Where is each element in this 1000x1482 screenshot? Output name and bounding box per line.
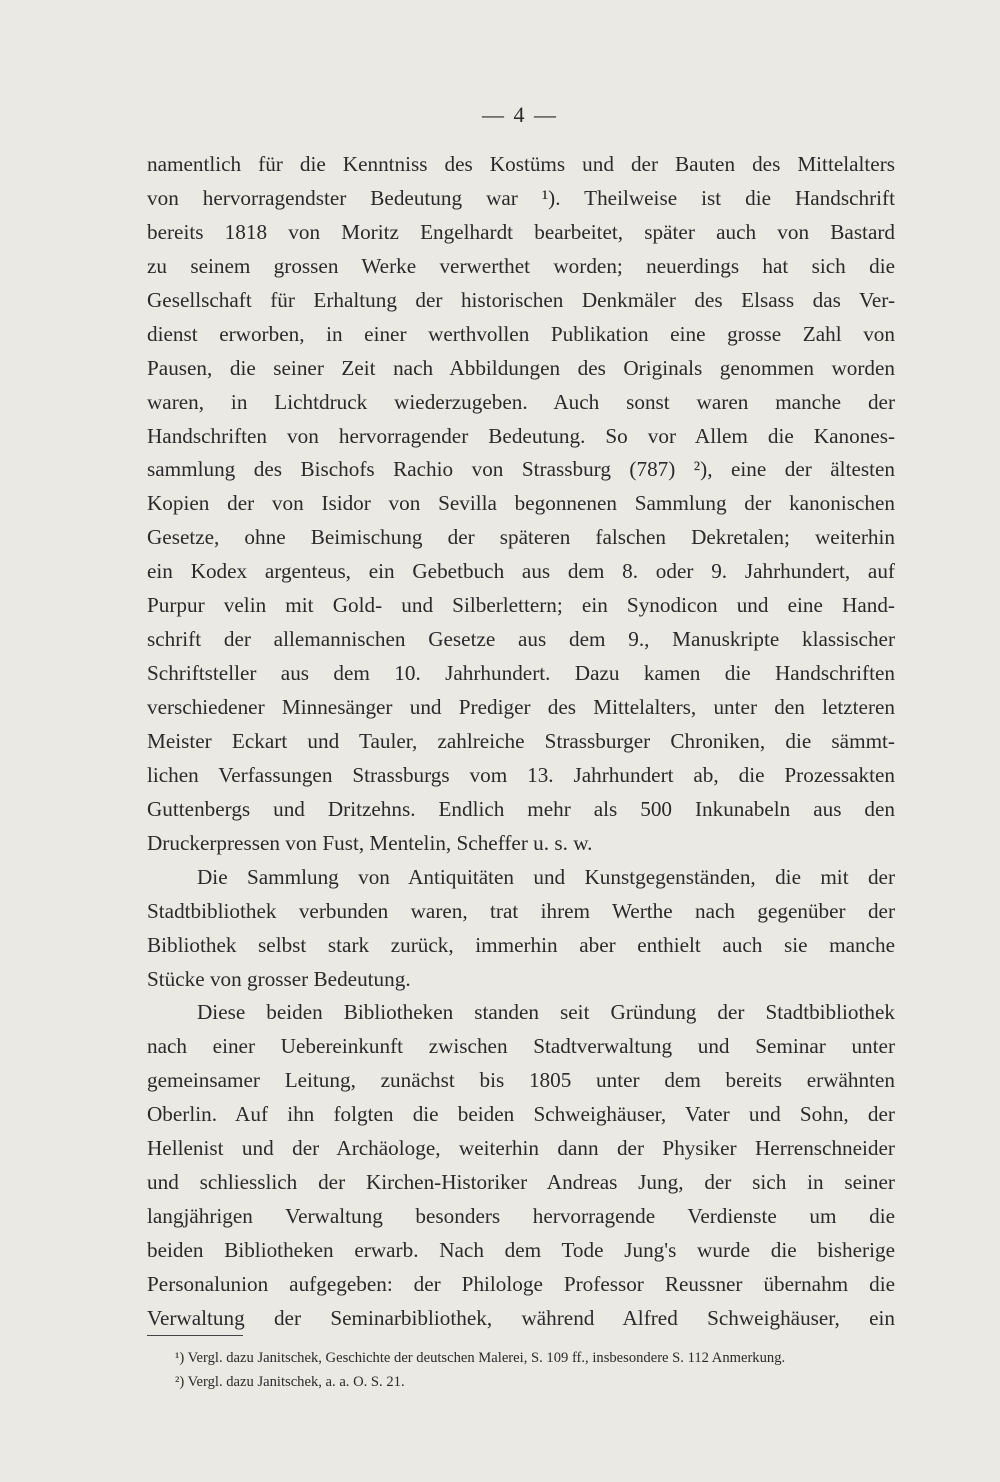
text-line: und schliesslich der Kirchen-Historiker Andreas Jung, der sich in seiner <box>147 1170 895 1195</box>
text-line: Stadtbibliothek verbunden waren, trat ihrem Werthe nach gegenüber der <box>147 898 895 923</box>
text-line: Oberlin. Auf ihn folgten die beiden Schweighäuser, Vater und Sohn, der <box>147 1102 895 1127</box>
text-line: verschiedener Minnesänger und Prediger des Mittelalters, unter den letzteren <box>147 695 895 719</box>
text-line: bereits 1818 von Moritz Engelhardt bearbeitet, später auch von Bastard <box>147 219 895 244</box>
text-line: waren, in Lichtdruck wiederzugeben. Auch sonst waren manche der <box>147 389 895 414</box>
text-line: Die Sammlung von Antiquitäten und Kunstgegenständen, die mit der <box>197 864 895 889</box>
text-line: ein Kodex argenteus, ein Gebetbuch aus dem 8. oder 9. Jahrhundert, auf <box>147 559 895 584</box>
text-line: Gesetze, ohne Beimischung der späteren falschen Dekretalen; weiterhin <box>147 525 895 550</box>
text-line: beiden Bibliotheken erwarb. Nach dem Tode Jung's wurde die bisherige <box>147 1238 895 1262</box>
text-line: Kopien der von Isidor von Sevilla begonnenen Sammlung der kanonischen <box>147 491 895 516</box>
footnote-1: ¹) Vergl. dazu Janitschek, Geschichte der deutschen Malerei, S. 109 ff., insbesondere S. 112 Anmerkung. <box>175 1350 786 1366</box>
text-line: Stücke von grosser Bedeutung. <box>147 966 411 991</box>
text-line: gemeinsamer Leitung, zunächst bis 1805 unter dem bereits erwähnten <box>147 1068 895 1093</box>
text-line: Hellenist und der Archäologe, weiterhin dann der Physiker Herrenschneider <box>147 1136 895 1161</box>
footnote-2: ²) Vergl. dazu Janitschek, a. a. O. S. 21. <box>175 1374 405 1390</box>
paragraph-1 <box>147 148 895 861</box>
text-line: Schriftsteller aus dem 10. Jahrhundert. Dazu kamen die Handschriften <box>147 661 895 686</box>
text-line: Bibliothek selbst stark zurück, immerhin aber enthielt auch sie manche <box>147 932 895 957</box>
text-line: dienst erworben, in einer werthvollen Publikation eine grosse Zahl von <box>147 321 895 346</box>
text-line: lichen Verfassungen Strassburgs vom 13. Jahrhundert ab, die Prozessakten <box>147 762 895 787</box>
text-line: schrift der allemannischen Gesetze aus dem 9., Manuskripte klassischer <box>147 627 895 652</box>
text-line: Druckerpressen von Fust, Mentelin, Scheffer u. s. w. <box>147 830 593 855</box>
text-line: Verwaltung der Seminarbibliothek, während Alfred Schweighäuser, ein <box>147 1305 895 1330</box>
footnote-divider <box>147 1335 243 1336</box>
body-text <box>147 148 895 1336</box>
text-line: Handschriften von hervorragender Bedeutung. So vor Allem die Kanones- <box>147 423 895 448</box>
text-line: von hervorragendster Bedeutung war ¹). Theilweise ist die Handschrift <box>147 185 895 210</box>
text-line: langjährigen Verwaltung besonders hervorragende Verdienste um die <box>147 1204 895 1229</box>
text-line: Pausen, die seiner Zeit nach Abbildungen des Originals genommen worden <box>147 355 895 380</box>
paragraph-3 <box>147 996 895 1335</box>
text-line: Diese beiden Bibliotheken standen seit Gründung der Stadtbibliothek <box>197 1000 895 1025</box>
text-line: Purpur velin mit Gold- und Silberlettern; ein Synodicon und eine Hand- <box>147 593 895 618</box>
text-line: nach einer Uebereinkunft zwischen Stadtverwaltung und Seminar unter <box>147 1034 895 1059</box>
text-line: zu seinem grossen Werke verwerthet worden; neuerdings hat sich die <box>147 253 895 278</box>
text-line: Gesellschaft für Erhaltung der historischen Denkmäler des Elsass das Ver- <box>147 287 895 312</box>
text-line: Personalunion aufgegeben: der Philologe Professor Reussner übernahm die <box>147 1271 895 1296</box>
text-line: sammlung des Bischofs Rachio von Strassburg (787) ²), eine der ältesten <box>147 457 895 482</box>
page-number: — 4 — <box>482 102 558 127</box>
text-line: namentlich für die Kenntniss des Kostüms und der Bauten des Mittelalters <box>147 152 895 176</box>
paragraph-2 <box>147 861 895 997</box>
text-line: Guttenbergs und Dritzehns. Endlich mehr als 500 Inkunabeln aus den <box>147 796 895 821</box>
footnotes <box>175 1346 890 1394</box>
text-line: Meister Eckart und Tauler, zahlreiche Strassburger Chroniken, die sämmt- <box>147 728 895 753</box>
